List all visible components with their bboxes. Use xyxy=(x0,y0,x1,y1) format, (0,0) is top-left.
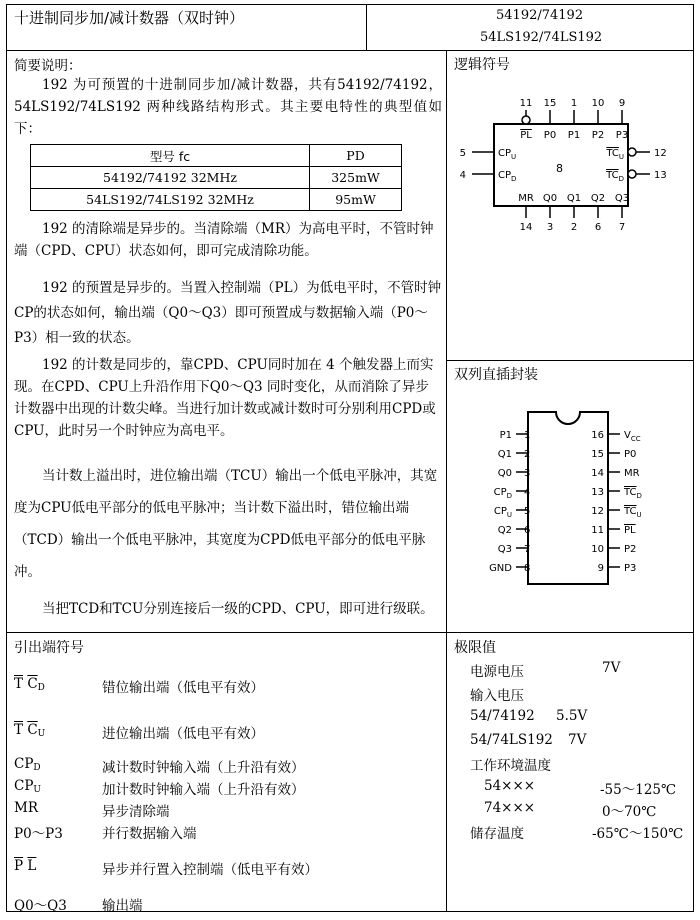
logic-center-label: 8 xyxy=(556,162,563,175)
dip-left-pin-number: 7 xyxy=(524,544,531,555)
dip-right-pin-number: 16 xyxy=(591,430,604,441)
supply-voltage-value: 7V xyxy=(602,660,621,676)
part-number-1: 54192/74192 xyxy=(496,8,584,23)
op-temp-name-2: 74××× xyxy=(484,800,536,816)
dip-right-pin-label: P0 xyxy=(624,449,637,460)
spec-table xyxy=(30,144,402,211)
pins-heading: 引出端符号 xyxy=(14,640,84,656)
logic-top-pin-number: 15 xyxy=(543,98,557,109)
pin-description: 并行数据输入端 xyxy=(102,826,197,842)
logic-bottom-pin-label: Q3 xyxy=(614,193,630,204)
dip-left-pin-number: 1 xyxy=(524,430,531,441)
pin-symbol: Q0～Q3 xyxy=(14,898,67,914)
logic-left-pin-label: $CP_U$ xyxy=(498,148,517,161)
dip-left-pin-label: Q2 xyxy=(497,525,512,536)
logic-right-pin-label: $TC_U$ xyxy=(606,148,624,161)
dip-right-pin-number: 12 xyxy=(591,506,604,517)
description-p3: 192 的预置是异步的。当置入控制端（PL）为低电平时，不管时钟CP的状态如何，输出端（Q0～Q3）即可预置成与数据输入端（P0～P3）相一致的状态。 xyxy=(14,280,442,346)
pin-symbol: $CP_U$ xyxy=(14,778,42,795)
op-temp-value-2: 0～70℃ xyxy=(602,804,657,820)
dip-left-pin-number: 8 xyxy=(524,563,531,574)
logic-top-pin-number: 1 xyxy=(570,98,578,109)
dip-right-pin-number: 14 xyxy=(591,468,604,479)
logic-top-pin-label: P0 xyxy=(543,130,557,141)
dip-right-pin-label: $V_{CC}$ xyxy=(624,430,641,443)
op-temp-label: 工作环境温度 xyxy=(470,758,551,774)
pin-description: 异步并行置入控制端（低电平有效） xyxy=(102,862,318,878)
logic-inversion-bubble xyxy=(522,116,530,124)
dip-left-pin-label: Q1 xyxy=(497,449,512,460)
dip-right-pin-number: 15 xyxy=(591,449,604,460)
pin-description: 错位输出端（低电平有效） xyxy=(102,680,264,696)
pin-description: 进位输出端（低电平有效） xyxy=(102,726,264,742)
dip-left-pin-label: Q3 xyxy=(497,544,512,555)
dip-left-pin-number: 3 xyxy=(524,468,531,479)
logic-rule xyxy=(446,360,693,361)
part-number-2: 54LS192/74LS192 xyxy=(480,30,603,45)
description-p6: 当把TCD和TCU分别连接后一级的CPD、CPU，即可进行级联。 xyxy=(42,601,434,617)
op-temp-value-1: -55～125℃ xyxy=(600,782,677,798)
pin-description: 异步清除端 xyxy=(102,804,170,820)
pin-description: 加计数时钟输入端（上升沿有效） xyxy=(102,782,305,798)
logic-top-pin-label: P2 xyxy=(591,130,605,141)
pin-symbol: P0～P3 xyxy=(14,826,63,842)
dip-left-pin-label: Q0 xyxy=(497,468,512,479)
logic-bottom-pin-number: 2 xyxy=(570,222,578,233)
logic-bottom-pin-label: Q2 xyxy=(590,193,606,204)
pin-symbol: $\overline{T}$ $\overline{C}_U$ xyxy=(14,722,46,739)
dip-left-pin-number: 5 xyxy=(524,506,531,517)
spec-model-1: 54192/74192 32MHz xyxy=(31,167,310,189)
description-p2: 192 的清除端是异步的。当清除端（MR）为高电平时，不管时钟端（CPD、CPU）状态如何，即可完成清除功能。 xyxy=(14,221,434,259)
input-voltage-name-1: 54/74192 xyxy=(470,708,535,724)
input-voltage-value-2: 7V xyxy=(568,732,587,748)
spec-pd-1: 325mW xyxy=(310,167,402,189)
logic-left-pin-number: 4 xyxy=(459,170,466,181)
logic-right-pin-number: 13 xyxy=(654,170,667,181)
input-voltage-name-2: 54/74LS192 xyxy=(470,732,553,748)
dip-left-pin-label: $CP_D$ xyxy=(493,487,512,500)
description-p4: 192 的计数是同步的，靠CPD、CPU同时加在 4 个触发器上而实现。在CPD、CPU上升沿作用下Q0～Q3 同时变化，从而消除了异步计数器中出现的计数尖峰。当进行加计数或减计数时可分别利用CPD或CPU，此时另一个时钟应为高电平。 xyxy=(14,357,436,439)
dip-left-pin-number: 6 xyxy=(524,525,531,536)
header-divider xyxy=(366,4,367,50)
logic-bottom-pin-number: 14 xyxy=(519,222,533,233)
pin-symbol: $\overline{P}$ $\overline{L}$ xyxy=(14,858,37,874)
dip-package-diagram xyxy=(446,400,692,600)
spec-pd-2: 95mW xyxy=(310,189,402,211)
description-p1 xyxy=(14,74,442,140)
description-p1-text: 192 为可预置的十进制同步加/减计数器，共有54192/74192，54LS192/74LS192 两种线路结构形式。其主要电特性的典型值如下： xyxy=(14,77,442,137)
input-voltage-value-1: 5.5V xyxy=(556,708,588,724)
lower-rule xyxy=(6,632,693,633)
pin-symbol: MR xyxy=(14,800,38,816)
dip-left-pin-label: GND xyxy=(489,563,512,574)
dip-left-pin-number: 2 xyxy=(524,449,531,460)
document-title: 十进制同步加/减计数器（双时钟） xyxy=(14,9,245,27)
pin-description: 输出端 xyxy=(102,898,143,914)
dip-right-pin-label: P2 xyxy=(624,544,637,555)
logic-left-pin-label: $CP_D$ xyxy=(498,170,517,183)
summary-heading: 简要说明： xyxy=(14,58,82,74)
dip-right-pin-number: 11 xyxy=(591,525,604,536)
dip-left-pin-label: $CP_U$ xyxy=(493,506,512,519)
logic-bottom-pin-label: Q0 xyxy=(542,193,558,204)
dip-right-pin-number: 13 xyxy=(591,487,604,498)
logic-right-pin-number: 12 xyxy=(654,148,667,159)
logic-bottom-pin-number: 6 xyxy=(594,222,602,233)
dip-right-pin-label: P3 xyxy=(624,563,637,574)
logic-top-pin-label: P3 xyxy=(615,130,629,141)
dip-right-pin-label: PL xyxy=(624,525,636,536)
spec-model-2: 54LS192/74LS192 32MHz xyxy=(31,189,310,211)
dip-right-pin-number: 9 xyxy=(597,563,604,574)
supply-voltage-label: 电源电压 xyxy=(470,664,524,680)
input-voltage-label: 输入电压 xyxy=(470,688,524,704)
pin-description: 减计数时钟输入端（上升沿有效） xyxy=(102,760,305,776)
logic-bottom-pin-number: 3 xyxy=(546,222,554,233)
dip-right-pin-label: $TC_D$ xyxy=(624,487,642,500)
dip-right-pin-label: MR xyxy=(624,468,640,479)
header-rule xyxy=(6,50,693,51)
logic-bottom-pin-label: Q1 xyxy=(566,193,582,204)
dip-right-pin-label: $TC_U$ xyxy=(624,506,642,519)
logic-right-pin-label: $TC_D$ xyxy=(606,170,624,183)
dip-right-pin-number: 10 xyxy=(591,544,604,555)
logic-symbol-heading: 逻辑符号 xyxy=(454,57,510,73)
dip-left-pin-label: P1 xyxy=(499,430,512,441)
op-temp-name-1: 54××× xyxy=(484,778,536,794)
logic-top-pin-label: PL xyxy=(520,130,532,141)
logic-top-pin-number: 11 xyxy=(519,98,533,109)
storage-temp-label: 储存温度 xyxy=(470,826,524,842)
logic-inversion-bubble xyxy=(628,170,636,178)
logic-symbol-diagram xyxy=(446,80,692,240)
spec-header-model: 型号 fc xyxy=(31,145,310,167)
dip-heading: 双列直插封装 xyxy=(454,367,538,383)
logic-bottom-pin-label: MR xyxy=(518,193,534,204)
dip-left-pin-number: 4 xyxy=(524,487,531,498)
logic-top-pin-number: 9 xyxy=(618,98,626,109)
pin-symbol: $CP_D$ xyxy=(14,756,41,773)
description-p5: 当计数上溢出时，进位输出端（TCU）输出一个低电平脉冲，其宽度为CPU低电平部分的低电平脉冲；当计数下溢出时，错位输出端（TCD）输出一个低电平脉冲，其宽度为CPD低电平部分的低电平脉冲。 xyxy=(14,468,438,580)
logic-left-pin-number: 5 xyxy=(459,148,466,159)
logic-inversion-bubble xyxy=(628,148,636,156)
spec-header-pd: PD xyxy=(310,145,402,167)
limits-heading: 极限值 xyxy=(454,640,496,656)
pin-symbol: $\overline{T}$ $\overline{C}_D$ xyxy=(14,676,45,693)
logic-bottom-pin-number: 7 xyxy=(618,222,626,233)
storage-temp-value: -65℃～150℃ xyxy=(592,826,684,842)
logic-top-pin-label: P1 xyxy=(567,130,581,141)
logic-top-pin-number: 10 xyxy=(591,98,605,109)
